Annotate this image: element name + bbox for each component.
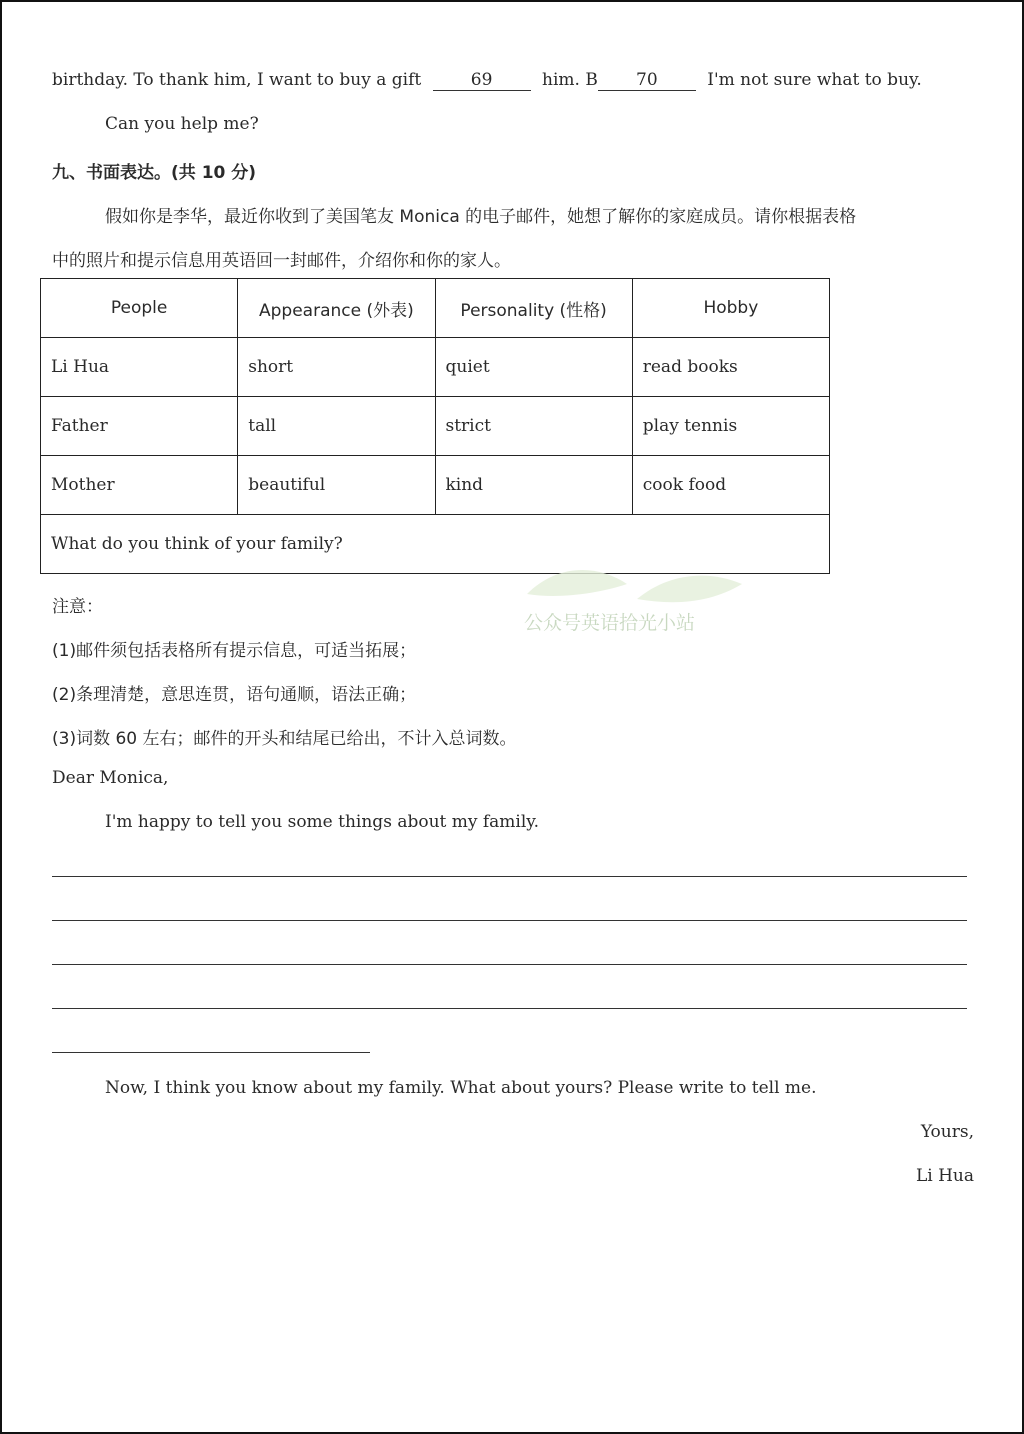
note-item-3: (3)词数 60 左右；邮件的开头和结尾已给出，不计入总词数。 <box>52 729 517 749</box>
section-heading: 九、书面表达。(共 10 分) <box>52 163 257 183</box>
writing-line[interactable] <box>52 920 967 921</box>
leaf-watermark-icon <box>517 554 747 614</box>
letter-greeting: Dear Monica, <box>52 768 169 788</box>
letter-opening: I'm happy to tell you some things about my family. <box>105 812 540 832</box>
notes-title: 注意： <box>52 597 103 617</box>
table-cell: beautiful <box>238 456 435 515</box>
table-row <box>41 456 830 515</box>
table-cell: cook food <box>632 456 829 515</box>
note-item-2: (2)条理清楚，意思连贯，语句通顺，语法正确； <box>52 685 417 705</box>
letter-signature: Li Hua <box>915 1166 974 1186</box>
intro-line-1 <box>52 70 922 91</box>
writing-line[interactable] <box>52 876 967 877</box>
table-cell: Li Hua <box>41 338 238 397</box>
writing-line[interactable] <box>52 964 967 965</box>
table-cell: strict <box>435 397 632 456</box>
table-cell: kind <box>435 456 632 515</box>
table-header-row <box>41 279 830 338</box>
table-cell: play tennis <box>632 397 829 456</box>
intro-text-a: birthday. To thank him, I want to buy a gift <box>52 70 422 90</box>
table-cell: tall <box>238 397 435 456</box>
table-footer-cell: What do you think of your family? <box>41 515 830 574</box>
intro-line-2: Can you help me? <box>105 114 259 134</box>
letter-closing: Now, I think you know about my family. What about yours? Please write to tell me. <box>105 1078 817 1098</box>
prompt-line-1: 假如你是李华，最近你收到了美国笔友 Monica 的电子邮件，她想了解你的家庭成员。请你根据表格 <box>105 207 857 227</box>
table-cell: Mother <box>41 456 238 515</box>
table-row <box>41 397 830 456</box>
intro-text-b: him. B <box>542 70 598 90</box>
header-hobby: Hobby <box>632 279 829 338</box>
table-cell: short <box>238 338 435 397</box>
intro-text-c: I'm not sure what to buy. <box>707 70 922 90</box>
blank-70[interactable]: 70 <box>598 70 696 91</box>
table-row <box>41 338 830 397</box>
writing-line[interactable] <box>52 1008 967 1009</box>
table-cell: quiet <box>435 338 632 397</box>
header-personality: Personality (性格) <box>435 279 632 338</box>
prompt-line-2: 中的照片和提示信息用英语回一封邮件，介绍你和你的家人。 <box>52 251 511 271</box>
info-table <box>40 278 830 574</box>
writing-line[interactable] <box>52 1052 370 1053</box>
note-item-1: (1)邮件须包括表格所有提示信息，可适当拓展； <box>52 641 417 661</box>
header-people: People <box>41 279 238 338</box>
header-appearance: Appearance (外表) <box>238 279 435 338</box>
table-cell: read books <box>632 338 829 397</box>
watermark-text: 公众号英语拾光小站 <box>524 612 696 634</box>
table-cell: Father <box>41 397 238 456</box>
letter-signoff: Yours, <box>920 1122 974 1142</box>
blank-69[interactable]: 69 <box>433 70 531 91</box>
